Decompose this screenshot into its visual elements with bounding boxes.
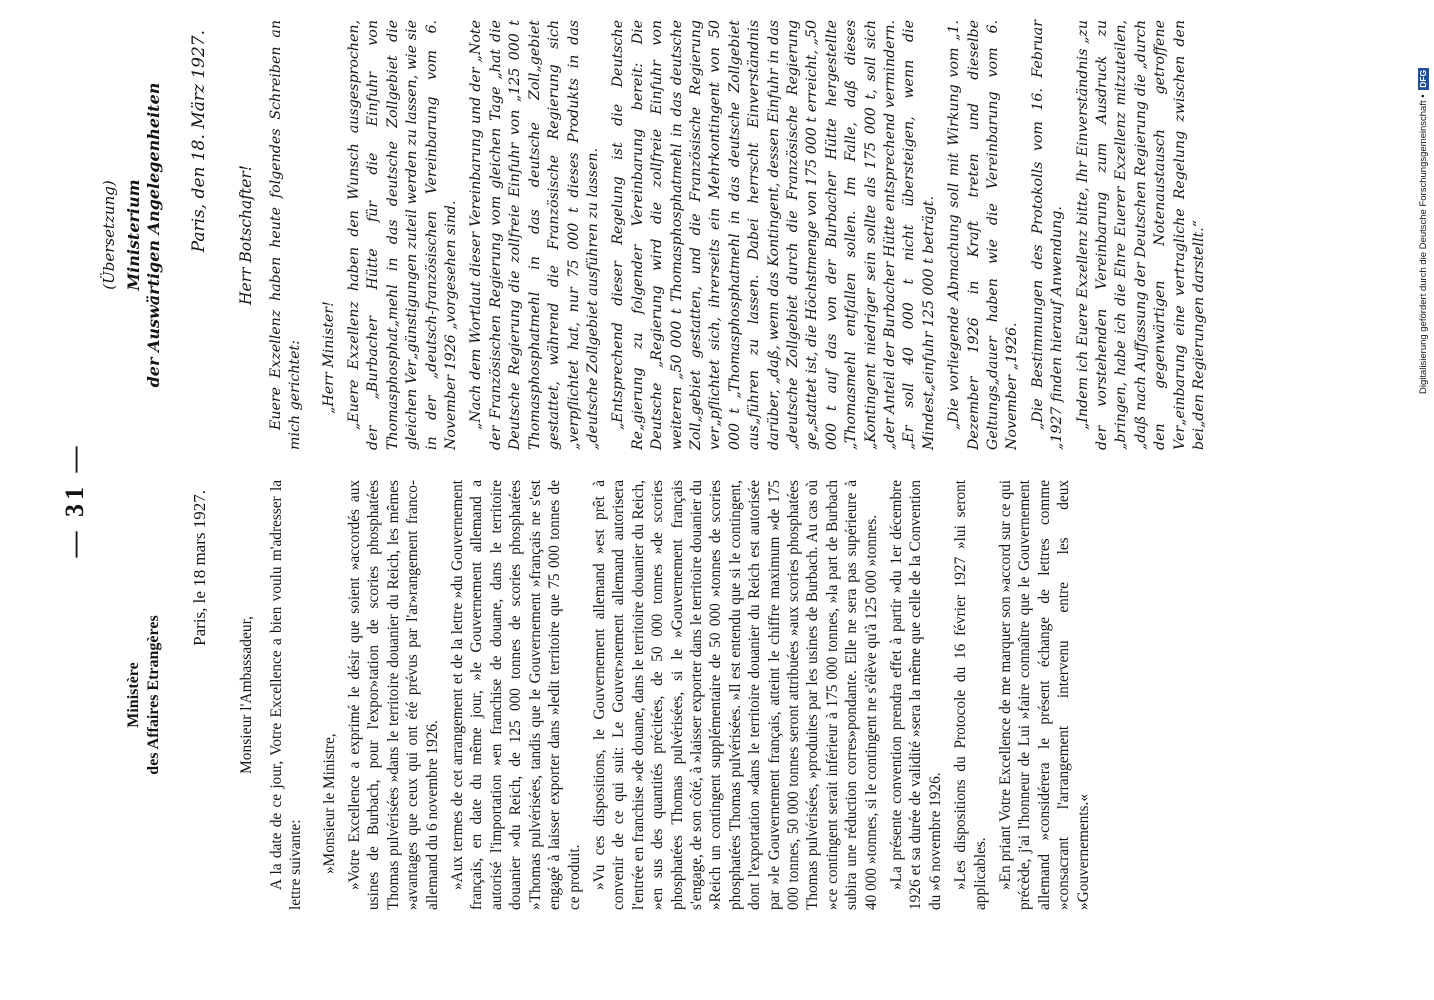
french-date: Paris, le 18 mars 1927.	[190, 490, 209, 646]
german-salutation: Herr Botschafter!	[237, 164, 256, 306]
french-ministry-line-2: des Affaires Etrangères	[145, 615, 162, 775]
dfg-logo-icon: DFG	[1418, 69, 1428, 88]
french-ministry-line-1: Ministère	[125, 662, 142, 728]
french-ministry-heading	[124, 480, 164, 910]
watermark-text: Digitalisierung gefördert durch die Deutsche Forschungsgemeinschaft •	[1418, 94, 1429, 394]
french-quote-salutation: »Monsieur le Ministre,	[320, 733, 338, 874]
french-paragraph-3: »Vu ces dispositions, le Gouvernement allemand »est prêt à convenir de ce qui suit: Le Gouver»nement allemand autorisera l'entrée en franchise »de douane, dans le territoire douanier du Reich, »en sus des quantités précitées, de 50 000 tonnes »de scories phosphatées Thomas pulvérisées, si le »Gouvernement français s'engage, de son côté, à »laisser exporter dans le territoire douanier du »Reich un contingent supplémentaire de 50 000 »tonnes de scories phosphatées Thomas pulvérisées. »Il est entendu que si le contingent, dont l'exportation »dans le territoire douanier du Reich est autorisée par »le Gouvernement français, atteint le chiffre maximum »de 175 000 tonnes, 50 000 tonnes seront attribuées »aux scories phosphatées Thomas pulvérisées, »produites par les usines de Burbach. Au cas où »ce contingent serait inférieur à 175 000 tonnes, »la part de Burbach subira une réduction corres»pondante. Elle ne sera pas supérieure à 40 000 »tonnes, si le contingent ne s'élève qu'à 125 000 »tonnes.	[590, 480, 880, 910]
french-salutation: Monsieur l'Ambassadeur,	[238, 616, 256, 775]
french-paragraph-4: »La présente convention prendra effet à partir »du 1er décembre 1926 et sa durée de validité »sera la même que celle de la Convention du »6 novembre 1926.	[888, 480, 944, 910]
french-paragraph-5: »Les dispositions du Protocole du 16 février 1927 »lui seront applicables.	[952, 480, 989, 910]
french-paragraph-1: »Votre Excellence a exprimé le désir que soient »accordés aux usines de Burbach, pour l'expor»tation de scories phosphatées Thomas pulvérisées »dans le territoire douanier du Reich, les mêmes »avantages que ceux qui ont été prévus par l'ar»rangement franco-allemand du 6 novembre 1926.	[346, 480, 441, 910]
german-date: Paris, den 18. März 1927.	[189, 30, 209, 253]
german-intro: Euere Exzellenz haben heute folgendes Schreiben an mich gerichtet:	[267, 20, 304, 450]
french-column	[100, 480, 1099, 910]
french-header-note	[100, 480, 120, 910]
german-paragraph-3: „Entsprechend dieser Regelung ist die Deutsche Re„gierung zu folgender Vereinbarung bereit: Die Deutsche „Regierung wird die zollfreie Einfuhr von weiteren „50 000 t Thomasphosphatmehl in das deutsche Zoll„gebiet gestatten, und die Französische Regierung ver„pflichtet sich, ihrerseits ein Mehrkontingent von 50 000 t „Thomasphosphatmehl in das deutsche Zollgebiet aus„führen zu lassen. Dabei herrscht Einverständnis darüber, „daß, wenn das Kontingent, dessen Einfuhr in das „deutsche Zollgebiet durch die Französische Regierung ge„stattet ist, die Höchstmenge von 175 000 t erreicht, „50 000 t auf das von der Burbacher Hütte hergestellte „Thomasmehl entfallen sollen. Im Falle, daß dieses „Kontingent niedriger sein sollte als 175 000 t, soll sich „der Anteil der Burbacher Hütte entsprechend vermindern. „Er soll 40 000 t nicht übersteigen, wenn die Mindest„einfuhr 125 000 t beträgt.	[610, 20, 937, 450]
german-paragraph-1: „Euere Exzellenz haben den Wunsch ausgesprochen, der „Burbacher Hütte für die Einfuhr von Thomasphosphat„mehl in das deutsche Zollgebiet die gleichen Ver„günstigungen zuteil werden zu lassen, wie sie in der „deutsch-französischen Vereinbarung vom 6. November 1926 „vorgesehen sind.	[346, 20, 460, 450]
french-paragraph-2: »Aux termes de cet arrangement et de la lettre »du Gouvernement français, en date du même jour, »le Gouvernement allemand a autorisé l'importation »en franchise de douane, dans le territoire douanier »du Reich, de 125 000 tonnes de scories phosphatées »Thomas pulvérisées, tandis que le Gouvernement »français ne s'est engagé à laisser exporter dans »ledit territoire que 75 000 tonnes de ce produit.	[449, 480, 583, 910]
german-quote-salutation: „Herr Minister!	[320, 301, 337, 414]
german-ministry-line-1: Ministerium	[124, 179, 143, 291]
german-header-note: (Übersetzung)	[100, 180, 118, 290]
page-number: — 31 —	[60, 442, 89, 558]
digitization-watermark	[1416, 6, 1432, 394]
german-ministry-heading	[124, 20, 164, 450]
german-paragraph-6: „Indem ich Euere Exzellenz bitte, Ihr Einverständnis „zu der vorstehenden Vereinbarung zum Ausdruck zu „bringen, habe ich die Ehre Euerer Exzellenz mitzuteilen, „daß nach Auffassung der Deutschen Regierung die „durch den gegenwärtigen Notenaustausch getroffene Ver„einbarung eine vertragliche Regelung zwischen den bei„den Regierungen darstellt.“	[1074, 20, 1208, 450]
french-intro: A la date de ce jour, Votre Excellence a bien voulu m'adresser la lettre suivante:	[267, 480, 305, 910]
french-paragraph-6: »En priant Votre Excellence de me marquer son »accord sur ce qui précède, j'ai l'honneur de Lui »faire connaître que le Gouvernement allemand »considérera le présent échange de lettres comme »consacrant l'arrangement intervenu entre les deux »Gouvernements.«	[997, 480, 1092, 910]
german-ministry-line-2: der Auswärtigen Angelegenheiten	[144, 82, 163, 388]
german-paragraph-2: „Nach dem Wortlaut dieser Vereinbarung und der „Note der Französischen Regierung vom gleichen Tage „hat die Deutsche Regierung die zollfreie Einfuhr von „125 000 t Thomasphosphatmehl in das deutsche Zoll„gebiet gestattet, während die Französische Regierung sich „verpflichtet hat, nur 75 000 t dieses Produkts in das „deutsche Zollgebiet ausführen zu lassen.	[468, 20, 601, 450]
german-paragraph-4: „Die vorliegende Abmachung soll mit Wirkung vom „1. Dezember 1926 in Kraft treten und dieselbe Geltungs„dauer haben wie die Vereinbarung vom 6. November „1926.	[946, 20, 1021, 450]
german-paragraph-5: „Die Bestimmungen des Protokolls vom 16. Februar „1927 finden hierauf Anwendung.	[1029, 20, 1066, 450]
german-column	[100, 20, 1216, 450]
